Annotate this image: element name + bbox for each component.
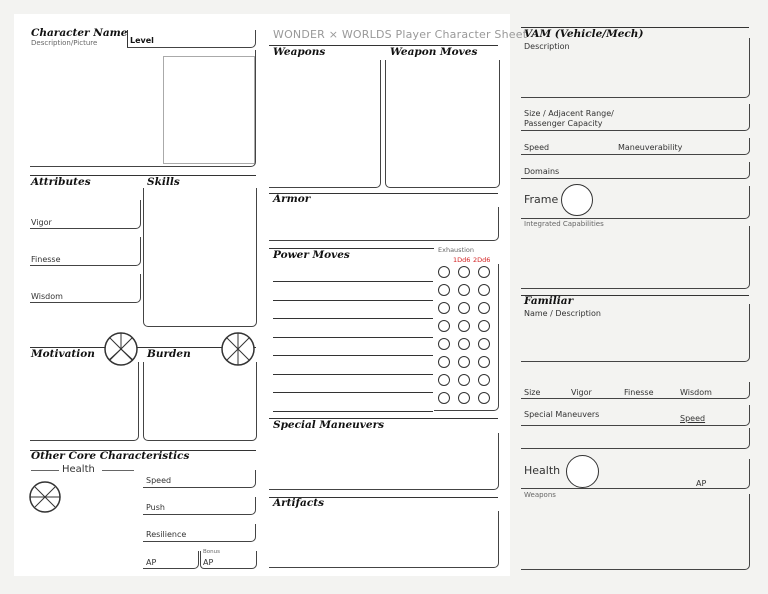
- integrated-capabilities-label: Integrated Capabilities: [524, 220, 604, 228]
- vam-description-label: Description: [524, 42, 570, 51]
- speed-field[interactable]: [143, 470, 256, 488]
- familiar-ap-label: AP: [696, 479, 707, 488]
- domains-field[interactable]: [521, 162, 750, 179]
- sheet-title: WONDER × WORLDS Player Character Sheet: [273, 28, 528, 41]
- familiar-special-field[interactable]: [521, 405, 750, 426]
- motivation-label: Motivation: [31, 348, 95, 360]
- familiar-size-label: Size: [524, 388, 541, 397]
- resilience-label: Resilience: [146, 530, 187, 539]
- power-move-line[interactable]: [273, 337, 433, 338]
- weapons-label: Weapons: [273, 46, 326, 58]
- passenger-capacity-label: Passenger Capacity: [524, 119, 603, 128]
- weapon-moves-field[interactable]: [385, 60, 500, 188]
- level-label: Level: [130, 36, 154, 45]
- level-field[interactable]: [127, 30, 256, 48]
- familiar-wisdom-label: Wisdom: [680, 388, 712, 397]
- divider: [31, 470, 59, 471]
- familiar-weapons-label: Weapons: [524, 491, 556, 499]
- vam-label: VAM (Vehicle/Mech): [524, 28, 644, 40]
- bonus-ap-label: AP: [203, 558, 214, 567]
- burden-label: Burden: [147, 348, 191, 360]
- familiar-special-label: Special Maneuvers: [524, 410, 600, 419]
- health-label: Health: [62, 464, 95, 475]
- familiar-name-field[interactable]: [521, 304, 750, 362]
- exhaustion-label: Exhaustion: [438, 246, 475, 254]
- frame-label: Frame: [524, 193, 559, 206]
- burden-field[interactable]: [143, 362, 257, 441]
- ap-label: AP: [146, 558, 157, 567]
- speed-label: Speed: [146, 476, 172, 485]
- armor-label: Armor: [273, 193, 311, 205]
- attributes-label: Attributes: [31, 176, 91, 188]
- armor-field[interactable]: [269, 207, 499, 241]
- bonus-ap-field[interactable]: [200, 551, 257, 569]
- domains-label: Domains: [524, 167, 560, 176]
- finesse-field[interactable]: [30, 237, 141, 266]
- power-move-line[interactable]: [273, 318, 433, 319]
- divider: [102, 470, 134, 471]
- motivation-field[interactable]: [30, 362, 139, 441]
- power-moves-label: Power Moves: [273, 249, 350, 261]
- vigor-field[interactable]: [30, 200, 141, 229]
- familiar-label: Familiar: [524, 295, 574, 307]
- weapon-moves-label: Weapon Moves: [390, 46, 478, 58]
- familiar-stats-field[interactable]: [521, 382, 750, 399]
- wisdom-field[interactable]: [30, 274, 141, 303]
- vam-speed-label: Speed: [524, 143, 550, 152]
- health-track-icon[interactable]: [29, 481, 61, 513]
- push-label: Push: [146, 503, 165, 512]
- vam-description-field[interactable]: [521, 38, 750, 98]
- familiar-vigor-label: Vigor: [571, 388, 592, 397]
- power-move-line[interactable]: [273, 281, 433, 282]
- bonus-label: Bonus: [203, 549, 220, 555]
- 2dd6-label: 2Dd6: [473, 256, 491, 264]
- frame-field[interactable]: [521, 186, 750, 219]
- power-move-line[interactable]: [273, 355, 433, 356]
- vigor-label: Vigor: [31, 218, 52, 227]
- skills-field[interactable]: [143, 188, 257, 327]
- exhaustion-frame: [434, 264, 499, 411]
- wisdom-label: Wisdom: [31, 292, 63, 301]
- description-picture-label: Description/Picture: [31, 39, 98, 47]
- power-move-line[interactable]: [273, 300, 433, 301]
- familiar-finesse-label: Finesse: [624, 388, 654, 397]
- familiar-name-label: Name / Description: [524, 309, 601, 318]
- description-field[interactable]: [30, 50, 256, 167]
- familiar-health-field[interactable]: [521, 459, 750, 489]
- familiar-speed-label: Speed: [680, 414, 706, 423]
- familiar-health-label: Health: [524, 464, 561, 477]
- motivation-track-icon[interactable]: [104, 332, 138, 366]
- size-range-label: Size / Adjacent Range/: [524, 109, 614, 118]
- maneuverability-label: Maneuverability: [618, 143, 683, 152]
- power-move-line[interactable]: [273, 374, 433, 375]
- resilience-field[interactable]: [143, 524, 256, 542]
- power-move-line[interactable]: [273, 411, 433, 412]
- skills-label: Skills: [147, 176, 180, 188]
- weapons-field[interactable]: [269, 60, 381, 188]
- familiar-weapons-field[interactable]: [521, 494, 750, 570]
- push-field[interactable]: [143, 497, 256, 515]
- integrated-capabilities-field[interactable]: [521, 226, 750, 289]
- finesse-label: Finesse: [31, 255, 61, 264]
- 1dd6-label: 1Dd6: [453, 256, 471, 264]
- vam-speed-field[interactable]: [521, 138, 750, 155]
- special-maneuvers-field[interactable]: [269, 433, 499, 490]
- other-core-label: Other Core Characteristics: [31, 450, 190, 462]
- familiar-special-extra[interactable]: [521, 428, 750, 449]
- special-maneuvers-label: Special Maneuvers: [273, 419, 385, 431]
- character-name-label: Character Name: [31, 27, 128, 39]
- artifacts-field[interactable]: [269, 511, 499, 568]
- burden-track-icon[interactable]: [221, 332, 255, 366]
- artifacts-label: Artifacts: [273, 497, 324, 509]
- power-move-line[interactable]: [273, 392, 433, 393]
- size-range-field[interactable]: [521, 104, 750, 131]
- ap-field[interactable]: [143, 551, 199, 569]
